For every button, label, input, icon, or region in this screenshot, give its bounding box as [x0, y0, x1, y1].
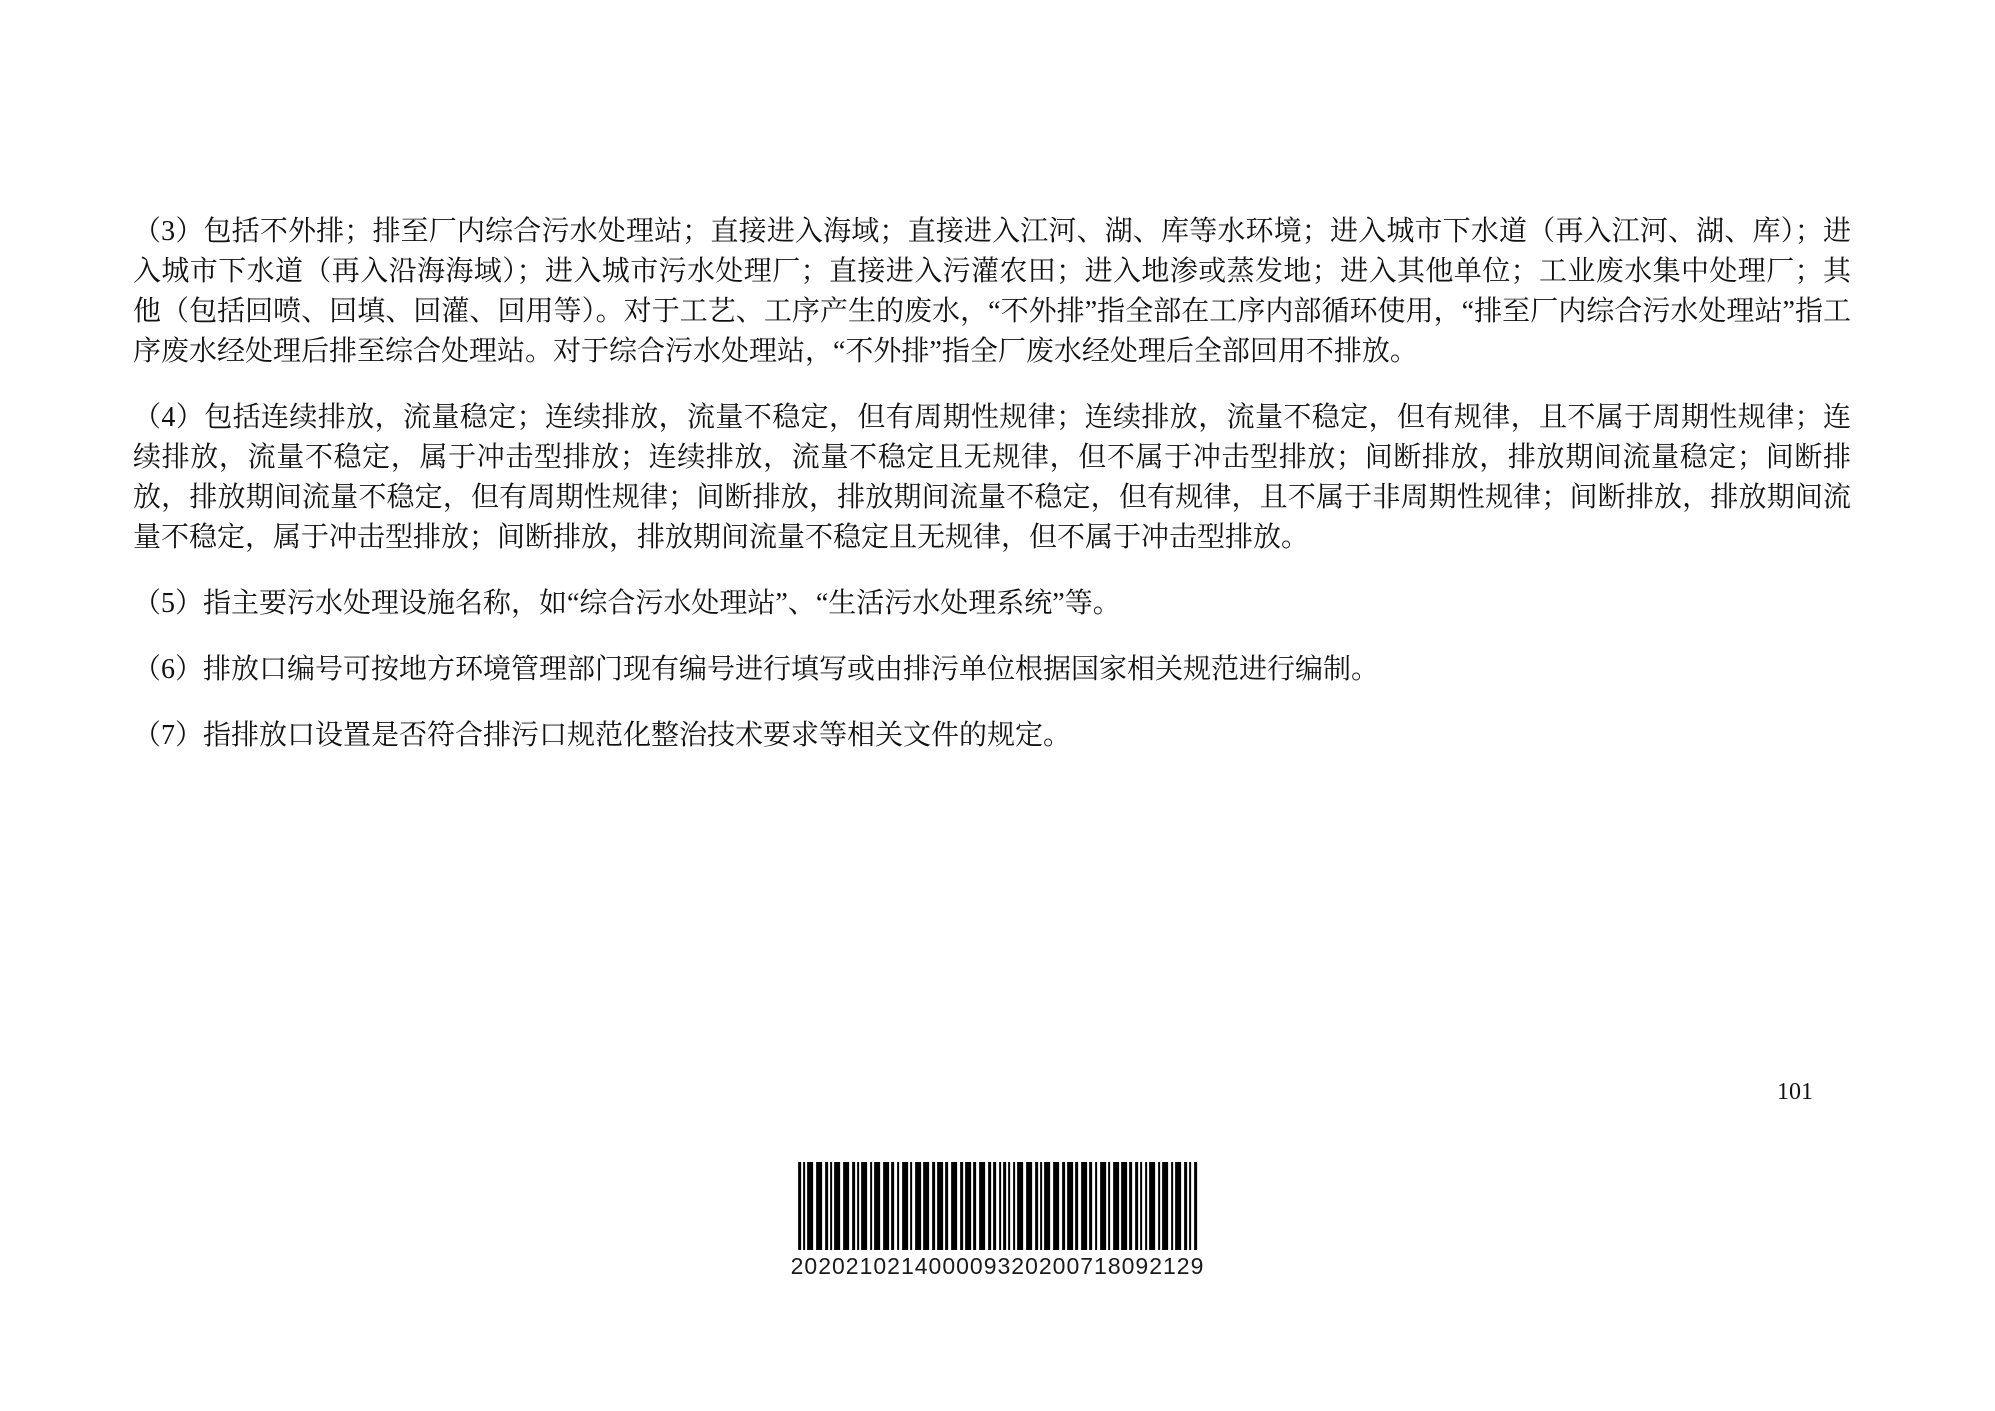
paragraph-note-4: （4）包括连续排放，流量稳定；连续排放，流量不稳定，但有周期性规律；连续排放，流量不稳定，但有规律，且不属于周期性规律；连续排放，流量不稳定，属于冲击型排放；连续排放，流量不稳定且无规律，但不属于冲击型排放；间断排放，排放期间流量稳定；间断排放，排放期间流量不稳定，但有周期性规律；间断排放，排放期间流量不稳定，但有规律，且不属于非周期性规律；间断排放，排放期间流量不稳定，属于冲击型排放；间断排放，排放期间流量不稳定且无规律，但不属于冲击型排放。: [133, 402, 1851, 553]
paragraph-note-7: （7）指排放口设置是否符合排污口规范化整治技术要求等相关文件的规定。: [133, 720, 1072, 751]
paragraph-note-6: （6）排放口编号可按地方环境管理部门现有编号进行填写或由排污单位根据国家相关规范进行编制。: [133, 654, 1380, 685]
text-content: [133, 212, 1851, 782]
barcode: [791, 1162, 1205, 1280]
paragraph-note-5: （5）指主要污水处理设施名称，如“综合污水处理站”、“生活污水处理系统”等。: [133, 588, 1121, 619]
page-number: 101: [1777, 1079, 1813, 1105]
barcode-value: 202021021400009320200718092129: [790, 1253, 1205, 1279]
paragraph-note-3: （3）包括不外排；排至厂内综合污水处理站；直接进入海域；直接进入江河、湖、库等水环境；进入城市下水道（再入江河、湖、库）；进入城市下水道（再入沿海海域）；进入城市污水处理厂；直接进入污灌农田；进入地渗或蒸发地；进入其他单位；工业废水集中处理厂；其他（包括回喷、回填、回灌、回用等）。对于工艺、工序产生的废水，“不外排”指全部在工序内部循环使用，“排至厂内综合污水处理站”指工序废水经处理后排至综合处理站。对于综合污水处理站，“不外排”指全厂废水经处理后全部回用不排放。: [133, 216, 1851, 367]
barcode-bars: [791, 1162, 1205, 1250]
